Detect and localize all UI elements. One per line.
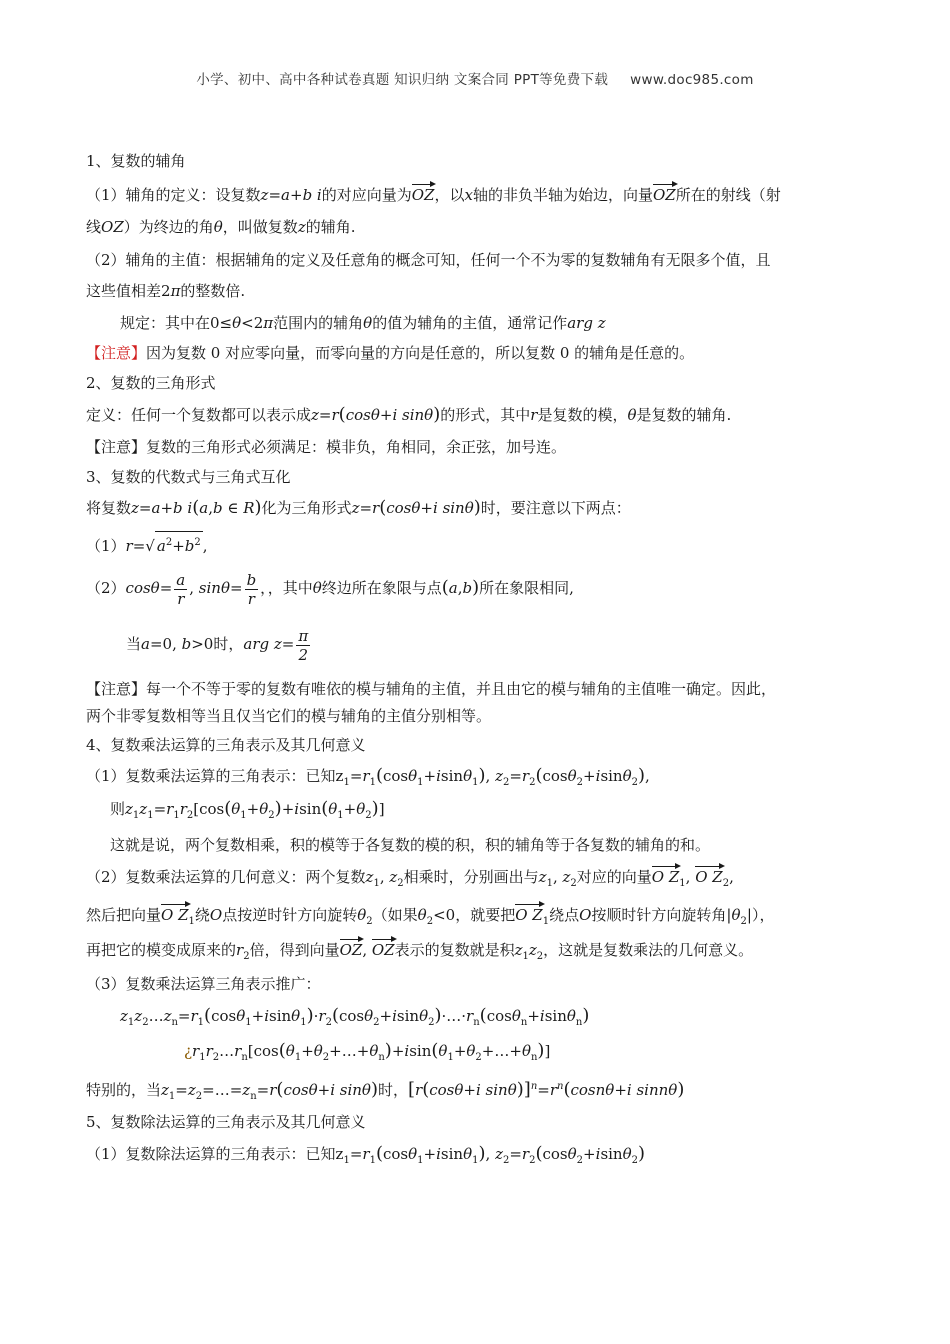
s4-special: 特别的，当$z_1=z_2=\dots=z_n=r(\cos\theta+i$ sinθ)时，[r(cosθ+i $\sin\theta)]^n=r^n(\cos n\theta+i$ sinnθ) — [86, 1079, 685, 1102]
header-site: www.doc985.com — [630, 72, 754, 88]
s1-rule: 规定：其中在0≤θ<2π范围内的辅角θ的值为辅角的主值，通常记作arg z — [120, 314, 606, 332]
s2-definition: 定义：任何一个复数都可以表示成z=r(cosθ+i sinθ)的形式，其中r是复数的模，θ是复数的辅角. — [86, 404, 732, 425]
s3-line-1: 将复数z=a+b i(a,b ∈ R)化为三角形式z=r(cosθ+i sinθ)时，要注意以下两点： — [86, 497, 631, 518]
s4-line-5: 然后把向量O $Z_1$绕O点按逆时针方向旋转$\theta_2$（如果$\theta_2<0$，就要把O $Z_1$绕点O按顺时针方向旋转角$|\theta_2|$）， — [86, 906, 775, 927]
s1-line-1: （1）辅角的定义：设复数z=a+b i的对应向量为OZ，以x轴的非负半轴为始边，向量OZ所在的射线（射 — [86, 186, 781, 204]
s5-line-1: （1）复数除法运算的三角表示：已知$z_1=r_1(\cos\theta_1+isin\theta_1)$, $z_2=r_2(\cos\theta_2+isin\theta_2)$ — [86, 1143, 646, 1166]
s2-note: 【注意】复数的三角形式必须满足：模非负，角相同，余正弦，加号连。 — [86, 438, 567, 456]
page-header — [0, 68, 950, 88]
s4-formula-2: ¿$r_1r_2\dots r_n[\cos(\theta_1+\theta_2+\dots+\theta_n)+isin(\theta_1+\theta_2+\dots+\theta_n)]$ — [184, 1040, 551, 1063]
s3-note-2: 两个非零复数相等当且仅当它们的模与辅角的主值分别相等。 — [86, 707, 492, 725]
header-text: 小学、初中、高中各种试卷真题 知识归纳 文案合同 PPT等免费下载 — [196, 72, 609, 88]
note-label: 【注意】 — [86, 344, 147, 362]
s1-line-2: 线OZ）为终边的角θ，叫做复数z的辅角. — [86, 218, 356, 236]
s3-item-2: （2）cosθ= $\frac{a}{r}$ , sinθ= $\frac{b}{r}$ ，，其中θ终边所在象限与点(a,b)所在象限相同, — [86, 570, 574, 608]
section-5-title: 5、复数除法运算的三角表示及其几何意义 — [86, 1113, 366, 1131]
s4-line-7: （3）复数乘法运算三角表示推广： — [86, 975, 321, 993]
s1-note: 【注意】因为复数 0 对应零向量，而零向量的方向是任意的，所以复数 0 的辅角是任意的。 — [86, 344, 695, 362]
section-3-title: 3、复数的代数式与三角式互化 — [86, 468, 291, 486]
s4-line-2: 则$z_1z_1=r_1r_2[\cos(\theta_1+\theta_2)+isin(\theta_1+\theta_2)]$ — [110, 798, 385, 821]
section-2-title: 2、复数的三角形式 — [86, 374, 216, 392]
s4-line-3: 这就是说，两个复数相乘，积的模等于各复数的模的积，积的辅角等于各复数的辅角的和。 — [110, 836, 711, 854]
s4-line-1: （1）复数乘法运算的三角表示：已知$z_1=r_1(\cos\theta_1+isin\theta_1)$, $z_2=r_2(\cos\theta_2+isin\theta_2)$, — [86, 765, 650, 788]
s3-when: 当a=0, b>0时，arg z= $\frac{\pi}{2}$ — [126, 626, 309, 664]
s4-line-6: 再把它的模变成原来的$r_2$倍，得到向量OZ, OZ表示的复数就是积$z_1z_2$，这就是复数乘法的几何意义。 — [86, 941, 754, 962]
s1-line-4: 这些值相差2π的整数倍. — [86, 282, 246, 300]
section-1-title: 1、复数的辅角 — [86, 152, 186, 170]
s3-note-1: 【注意】每一个不等于零的复数有唯依的模与辅角的主值，并且由它的模与辅角的主值唯一确定。因此， — [86, 680, 777, 698]
s4-formula-1: $z_1z_2\dots z_n=r_1(\cos\theta_1+isin\theta_1)\cdot r_2(\cos\theta_2+isin\theta_2)\cdot\dots\cdot r_n(\cos\theta_n+isin\theta_n)$ — [120, 1005, 590, 1028]
s3-item-1: （1）r=√ $a^2+b^2$ , — [86, 531, 208, 557]
section-4-title: 4、复数乘法运算的三角表示及其几何意义 — [86, 736, 366, 754]
s1-line-3: （2）辅角的主值：根据辅角的定义及任意角的概念可知，任何一个不为零的复数辅角有无限多个值，且 — [86, 251, 771, 269]
s4-line-4: （2）复数乘法运算的几何意义：两个复数$z_1$, $z_2$相乘时，分别画出与$z_1$, $z_2$对应的向量O $Z_1$, O $Z_2$, — [86, 868, 734, 889]
